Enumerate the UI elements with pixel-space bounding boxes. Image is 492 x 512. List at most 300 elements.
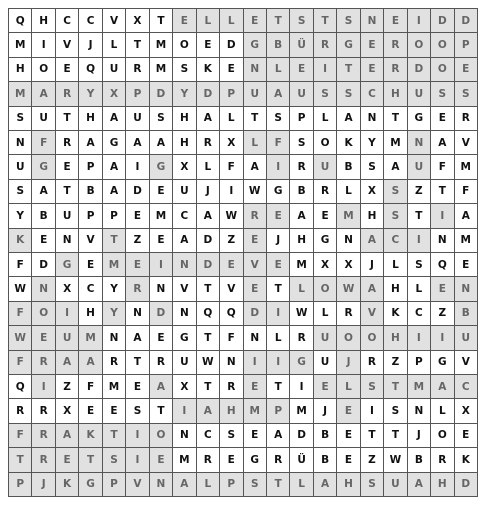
grid-cell[interactable]: K — [197, 58, 220, 82]
grid-cell[interactable]: R — [244, 204, 267, 228]
grid-cell[interactable]: Q — [79, 58, 102, 82]
grid-cell[interactable]: E — [220, 253, 243, 277]
grid-cell[interactable]: F — [9, 253, 32, 277]
grid-cell[interactable]: X — [455, 399, 478, 423]
grid-cell[interactable]: L — [244, 131, 267, 155]
grid-cell[interactable]: B — [32, 204, 55, 228]
grid-cell[interactable]: Y — [103, 302, 126, 326]
grid-cell[interactable]: T — [244, 107, 267, 131]
grid-cell[interactable]: H — [32, 9, 55, 33]
grid-cell[interactable]: I — [267, 351, 290, 375]
grid-cell[interactable]: G — [337, 33, 360, 57]
grid-cell[interactable]: F — [9, 424, 32, 448]
grid-cell[interactable]: T — [79, 448, 102, 472]
grid-cell[interactable]: G — [244, 448, 267, 472]
grid-cell[interactable]: T — [408, 204, 431, 228]
grid-cell[interactable]: N — [244, 58, 267, 82]
grid-cell[interactable]: N — [150, 473, 173, 497]
grid-cell[interactable]: U — [9, 155, 32, 179]
grid-cell[interactable]: E — [431, 107, 454, 131]
grid-cell[interactable]: B — [337, 155, 360, 179]
grid-cell[interactable]: U — [290, 82, 313, 106]
grid-cell[interactable]: G — [32, 155, 55, 179]
grid-cell[interactable]: Q — [220, 302, 243, 326]
grid-cell[interactable]: I — [290, 375, 313, 399]
grid-cell[interactable]: K — [79, 424, 102, 448]
grid-cell[interactable]: J — [32, 473, 55, 497]
grid-cell[interactable]: O — [32, 302, 55, 326]
grid-cell[interactable]: U — [173, 180, 196, 204]
grid-cell[interactable]: S — [103, 448, 126, 472]
grid-cell[interactable]: F — [220, 326, 243, 350]
grid-cell[interactable]: A — [244, 155, 267, 179]
grid-cell[interactable]: S — [384, 180, 407, 204]
grid-cell[interactable]: H — [384, 326, 407, 350]
grid-cell[interactable]: C — [408, 302, 431, 326]
grid-cell[interactable]: U — [408, 155, 431, 179]
grid-cell[interactable]: E — [455, 58, 478, 82]
grid-cell[interactable]: L — [197, 473, 220, 497]
grid-cell[interactable]: R — [103, 351, 126, 375]
grid-cell[interactable]: J — [314, 399, 337, 423]
grid-cell[interactable]: S — [361, 155, 384, 179]
grid-cell[interactable]: A — [431, 375, 454, 399]
grid-cell[interactable]: K — [337, 131, 360, 155]
grid-cell[interactable]: P — [103, 473, 126, 497]
grid-cell[interactable]: G — [56, 253, 79, 277]
grid-cell[interactable]: C — [79, 277, 102, 301]
grid-cell[interactable]: H — [384, 82, 407, 106]
grid-cell[interactable]: N — [220, 351, 243, 375]
grid-cell[interactable]: S — [9, 107, 32, 131]
grid-cell[interactable]: U — [32, 107, 55, 131]
grid-cell[interactable]: N — [126, 302, 149, 326]
grid-cell[interactable]: T — [126, 351, 149, 375]
grid-cell[interactable]: P — [290, 107, 313, 131]
grid-cell[interactable]: A — [56, 424, 79, 448]
grid-cell[interactable]: M — [290, 399, 313, 423]
grid-cell[interactable]: A — [103, 155, 126, 179]
grid-cell[interactable]: U — [314, 326, 337, 350]
grid-cell[interactable]: Z — [408, 180, 431, 204]
grid-cell[interactable]: I — [126, 424, 149, 448]
grid-cell[interactable]: G — [79, 473, 102, 497]
grid-cell[interactable]: G — [244, 33, 267, 57]
grid-cell[interactable]: T — [9, 448, 32, 472]
grid-cell[interactable]: E — [244, 229, 267, 253]
grid-cell[interactable]: A — [103, 107, 126, 131]
grid-cell[interactable]: R — [290, 155, 313, 179]
grid-cell[interactable]: X — [173, 155, 196, 179]
grid-cell[interactable]: A — [455, 204, 478, 228]
grid-cell[interactable]: U — [126, 107, 149, 131]
grid-cell[interactable]: L — [408, 277, 431, 301]
grid-cell[interactable]: L — [220, 107, 243, 131]
grid-cell[interactable]: S — [150, 107, 173, 131]
grid-cell[interactable]: P — [408, 351, 431, 375]
grid-cell[interactable]: R — [56, 82, 79, 106]
grid-cell[interactable]: N — [173, 424, 196, 448]
grid-cell[interactable]: N — [361, 9, 384, 33]
grid-cell[interactable]: I — [431, 204, 454, 228]
grid-cell[interactable]: V — [79, 229, 102, 253]
grid-cell[interactable]: N — [32, 277, 55, 301]
grid-cell[interactable]: L — [337, 375, 360, 399]
grid-cell[interactable]: D — [150, 82, 173, 106]
grid-cell[interactable]: O — [314, 277, 337, 301]
grid-cell[interactable]: J — [408, 424, 431, 448]
grid-cell[interactable]: C — [79, 9, 102, 33]
grid-cell[interactable]: C — [173, 204, 196, 228]
grid-cell[interactable]: E — [126, 375, 149, 399]
grid-cell[interactable]: I — [220, 180, 243, 204]
grid-cell[interactable]: S — [455, 82, 478, 106]
grid-cell[interactable]: T — [150, 399, 173, 423]
grid-cell[interactable]: E — [79, 253, 102, 277]
grid-cell[interactable]: S — [126, 399, 149, 423]
grid-cell[interactable]: G — [173, 326, 196, 350]
grid-cell[interactable]: Z — [56, 375, 79, 399]
grid-cell[interactable]: Z — [220, 229, 243, 253]
grid-cell[interactable]: R — [384, 33, 407, 57]
grid-cell[interactable]: H — [290, 229, 313, 253]
grid-cell[interactable]: O — [314, 131, 337, 155]
grid-cell[interactable]: M — [79, 326, 102, 350]
grid-cell[interactable]: A — [32, 180, 55, 204]
grid-cell[interactable]: R — [290, 326, 313, 350]
grid-cell[interactable]: E — [244, 9, 267, 33]
grid-cell[interactable]: I — [267, 302, 290, 326]
grid-cell[interactable]: J — [337, 351, 360, 375]
grid-cell[interactable]: E — [32, 326, 55, 350]
grid-cell[interactable]: J — [267, 229, 290, 253]
grid-cell[interactable]: X — [173, 375, 196, 399]
grid-cell[interactable]: C — [455, 375, 478, 399]
grid-cell[interactable]: I — [244, 351, 267, 375]
grid-cell[interactable]: E — [150, 326, 173, 350]
grid-cell[interactable]: A — [290, 204, 313, 228]
grid-cell[interactable]: R — [314, 33, 337, 57]
grid-cell[interactable]: L — [314, 302, 337, 326]
grid-cell[interactable]: A — [173, 229, 196, 253]
grid-cell[interactable]: U — [408, 82, 431, 106]
grid-cell[interactable]: T — [56, 180, 79, 204]
grid-cell[interactable]: A — [267, 424, 290, 448]
grid-cell[interactable]: M — [337, 204, 360, 228]
grid-cell[interactable]: F — [32, 131, 55, 155]
grid-cell[interactable]: O — [150, 424, 173, 448]
grid-cell[interactable]: E — [290, 58, 313, 82]
grid-cell[interactable]: X — [103, 82, 126, 106]
grid-cell[interactable]: I — [408, 326, 431, 350]
grid-cell[interactable]: T — [337, 58, 360, 82]
grid-cell[interactable]: S — [408, 253, 431, 277]
grid-cell[interactable]: K — [384, 302, 407, 326]
grid-cell[interactable]: E — [32, 229, 55, 253]
grid-cell[interactable]: L — [337, 180, 360, 204]
grid-cell[interactable]: A — [361, 229, 384, 253]
grid-cell[interactable]: M — [408, 375, 431, 399]
grid-cell[interactable]: M — [103, 253, 126, 277]
grid-cell[interactable]: U — [314, 155, 337, 179]
grid-cell[interactable]: T — [384, 107, 407, 131]
grid-cell[interactable]: D — [126, 180, 149, 204]
grid-cell[interactable]: Q — [197, 302, 220, 326]
grid-cell[interactable]: C — [56, 9, 79, 33]
grid-cell[interactable]: R — [337, 302, 360, 326]
grid-cell[interactable]: D — [290, 424, 313, 448]
grid-cell[interactable]: U — [56, 204, 79, 228]
grid-cell[interactable]: D — [197, 229, 220, 253]
grid-cell[interactable]: M — [150, 58, 173, 82]
grid-cell[interactable]: V — [126, 473, 149, 497]
grid-cell[interactable]: E — [361, 33, 384, 57]
grid-cell[interactable]: A — [361, 277, 384, 301]
grid-cell[interactable]: W — [337, 277, 360, 301]
grid-cell[interactable]: G — [150, 155, 173, 179]
grid-cell[interactable]: M — [9, 33, 32, 57]
grid-cell[interactable]: W — [384, 448, 407, 472]
grid-cell[interactable]: T — [197, 326, 220, 350]
grid-cell[interactable]: A — [197, 399, 220, 423]
grid-cell[interactable]: S — [290, 9, 313, 33]
grid-cell[interactable]: T — [103, 424, 126, 448]
grid-cell[interactable]: U — [455, 326, 478, 350]
grid-cell[interactable]: W — [9, 277, 32, 301]
grid-cell[interactable]: R — [32, 448, 55, 472]
grid-cell[interactable]: D — [32, 253, 55, 277]
grid-cell[interactable]: N — [431, 229, 454, 253]
grid-cell[interactable]: U — [384, 473, 407, 497]
grid-cell[interactable]: N — [56, 229, 79, 253]
grid-cell[interactable]: U — [56, 326, 79, 350]
grid-cell[interactable]: S — [244, 473, 267, 497]
grid-cell[interactable]: F — [455, 180, 478, 204]
grid-cell[interactable]: I — [361, 399, 384, 423]
grid-cell[interactable]: M — [9, 82, 32, 106]
grid-cell[interactable]: H — [337, 473, 360, 497]
grid-cell[interactable]: J — [197, 180, 220, 204]
grid-cell[interactable]: I — [173, 399, 196, 423]
grid-cell[interactable]: N — [408, 131, 431, 155]
grid-cell[interactable]: R — [56, 131, 79, 155]
grid-cell[interactable]: R — [32, 399, 55, 423]
grid-cell[interactable]: S — [267, 107, 290, 131]
grid-cell[interactable]: T — [384, 424, 407, 448]
grid-cell[interactable]: I — [126, 448, 149, 472]
grid-cell[interactable]: X — [56, 399, 79, 423]
grid-cell[interactable]: A — [197, 107, 220, 131]
grid-cell[interactable]: P — [79, 204, 102, 228]
grid-cell[interactable]: M — [244, 399, 267, 423]
grid-cell[interactable]: V — [244, 253, 267, 277]
grid-cell[interactable]: Z — [126, 229, 149, 253]
grid-cell[interactable]: E — [56, 58, 79, 82]
grid-cell[interactable]: A — [150, 375, 173, 399]
grid-cell[interactable]: B — [314, 448, 337, 472]
grid-cell[interactable]: D — [220, 33, 243, 57]
grid-cell[interactable]: F — [220, 155, 243, 179]
grid-cell[interactable]: R — [455, 107, 478, 131]
grid-cell[interactable]: W — [244, 180, 267, 204]
grid-cell[interactable]: D — [150, 302, 173, 326]
grid-cell[interactable]: R — [314, 180, 337, 204]
grid-cell[interactable]: A — [103, 180, 126, 204]
grid-cell[interactable]: S — [337, 9, 360, 33]
grid-cell[interactable]: Y — [103, 277, 126, 301]
grid-cell[interactable]: R — [267, 448, 290, 472]
grid-cell[interactable]: A — [79, 351, 102, 375]
grid-cell[interactable]: L — [103, 33, 126, 57]
grid-cell[interactable]: M — [384, 131, 407, 155]
grid-cell[interactable]: R — [384, 58, 407, 82]
grid-cell[interactable]: I — [431, 326, 454, 350]
grid-cell[interactable]: K — [56, 473, 79, 497]
grid-cell[interactable]: W — [290, 302, 313, 326]
grid-cell[interactable]: Ü — [290, 448, 313, 472]
grid-cell[interactable]: M — [290, 253, 313, 277]
grid-cell[interactable]: Y — [173, 82, 196, 106]
grid-cell[interactable]: L — [290, 473, 313, 497]
grid-cell[interactable]: A — [79, 131, 102, 155]
grid-cell[interactable]: E — [126, 204, 149, 228]
grid-cell[interactable]: T — [126, 33, 149, 57]
grid-cell[interactable]: X — [337, 253, 360, 277]
grid-cell[interactable]: P — [79, 155, 102, 179]
grid-cell[interactable]: H — [220, 399, 243, 423]
grid-cell[interactable]: T — [267, 9, 290, 33]
grid-cell[interactable]: E — [337, 448, 360, 472]
grid-cell[interactable]: E — [220, 448, 243, 472]
grid-cell[interactable]: H — [384, 277, 407, 301]
grid-cell[interactable]: S — [431, 82, 454, 106]
grid-cell[interactable]: R — [126, 58, 149, 82]
grid-cell[interactable]: L — [197, 9, 220, 33]
grid-cell[interactable]: A — [126, 131, 149, 155]
grid-cell[interactable]: M — [173, 448, 196, 472]
grid-cell[interactable]: E — [244, 277, 267, 301]
grid-cell[interactable]: E — [384, 9, 407, 33]
grid-cell[interactable]: Z — [384, 351, 407, 375]
grid-cell[interactable]: S — [220, 424, 243, 448]
grid-cell[interactable]: B — [267, 33, 290, 57]
grid-cell[interactable]: Y — [79, 82, 102, 106]
grid-cell[interactable]: T — [267, 473, 290, 497]
grid-cell[interactable]: J — [79, 33, 102, 57]
grid-cell[interactable]: U — [173, 351, 196, 375]
grid-cell[interactable]: D — [431, 9, 454, 33]
grid-cell[interactable]: E — [173, 9, 196, 33]
grid-cell[interactable]: F — [431, 155, 454, 179]
grid-cell[interactable]: D — [244, 302, 267, 326]
grid-cell[interactable]: P — [267, 399, 290, 423]
grid-cell[interactable]: S — [290, 131, 313, 155]
grid-cell[interactable]: V — [56, 33, 79, 57]
grid-cell[interactable]: A — [150, 131, 173, 155]
grid-cell[interactable]: I — [314, 58, 337, 82]
grid-cell[interactable]: N — [103, 326, 126, 350]
grid-cell[interactable]: R — [32, 351, 55, 375]
grid-cell[interactable]: S — [361, 473, 384, 497]
grid-cell[interactable]: I — [126, 155, 149, 179]
grid-cell[interactable]: S — [314, 82, 337, 106]
grid-cell[interactable]: G — [408, 107, 431, 131]
grid-cell[interactable]: I — [267, 155, 290, 179]
grid-cell[interactable]: R — [361, 351, 384, 375]
grid-cell[interactable]: N — [337, 229, 360, 253]
grid-cell[interactable]: V — [103, 9, 126, 33]
grid-cell[interactable]: E — [337, 424, 360, 448]
grid-cell[interactable]: E — [56, 155, 79, 179]
grid-cell[interactable]: L — [267, 326, 290, 350]
grid-cell[interactable]: C — [197, 424, 220, 448]
grid-cell[interactable]: T — [267, 277, 290, 301]
grid-cell[interactable]: N — [244, 326, 267, 350]
grid-cell[interactable]: D — [197, 253, 220, 277]
grid-cell[interactable]: S — [384, 204, 407, 228]
grid-cell[interactable]: U — [314, 351, 337, 375]
grid-cell[interactable]: T — [361, 424, 384, 448]
grid-cell[interactable]: E — [103, 399, 126, 423]
grid-cell[interactable]: A — [32, 82, 55, 106]
grid-cell[interactable]: K — [9, 229, 32, 253]
grid-cell[interactable]: C — [361, 82, 384, 106]
grid-cell[interactable]: P — [126, 82, 149, 106]
grid-cell[interactable]: F — [267, 131, 290, 155]
grid-cell[interactable]: E — [455, 424, 478, 448]
grid-cell[interactable]: E — [150, 448, 173, 472]
grid-cell[interactable]: W — [9, 326, 32, 350]
grid-cell[interactable]: G — [314, 229, 337, 253]
grid-cell[interactable]: F — [9, 351, 32, 375]
grid-cell[interactable]: Q — [9, 375, 32, 399]
grid-cell[interactable]: L — [384, 253, 407, 277]
grid-cell[interactable]: T — [197, 277, 220, 301]
grid-cell[interactable]: V — [361, 302, 384, 326]
grid-cell[interactable]: I — [408, 9, 431, 33]
grid-cell[interactable]: A — [197, 204, 220, 228]
grid-cell[interactable]: G — [103, 131, 126, 155]
grid-cell[interactable]: O — [431, 58, 454, 82]
grid-cell[interactable]: E — [267, 253, 290, 277]
grid-cell[interactable]: M — [455, 155, 478, 179]
grid-cell[interactable]: B — [79, 180, 102, 204]
grid-cell[interactable]: E — [150, 180, 173, 204]
grid-cell[interactable]: E — [220, 58, 243, 82]
grid-cell[interactable]: G — [267, 180, 290, 204]
grid-cell[interactable]: N — [455, 277, 478, 301]
grid-cell[interactable]: K — [455, 448, 478, 472]
grid-cell[interactable]: A — [408, 473, 431, 497]
grid-cell[interactable]: T — [103, 229, 126, 253]
grid-cell[interactable]: S — [384, 399, 407, 423]
grid-cell[interactable]: Q — [431, 253, 454, 277]
grid-cell[interactable]: M — [455, 229, 478, 253]
grid-cell[interactable]: Z — [361, 448, 384, 472]
grid-cell[interactable]: N — [9, 131, 32, 155]
grid-cell[interactable]: E — [79, 399, 102, 423]
grid-cell[interactable]: R — [220, 375, 243, 399]
grid-cell[interactable]: X — [361, 180, 384, 204]
grid-cell[interactable]: E — [455, 253, 478, 277]
grid-cell[interactable]: E — [126, 253, 149, 277]
grid-cell[interactable]: P — [220, 473, 243, 497]
grid-cell[interactable]: I — [32, 33, 55, 57]
grid-cell[interactable]: X — [56, 277, 79, 301]
grid-cell[interactable]: T — [267, 375, 290, 399]
grid-cell[interactable]: L — [290, 277, 313, 301]
grid-cell[interactable]: D — [408, 58, 431, 82]
